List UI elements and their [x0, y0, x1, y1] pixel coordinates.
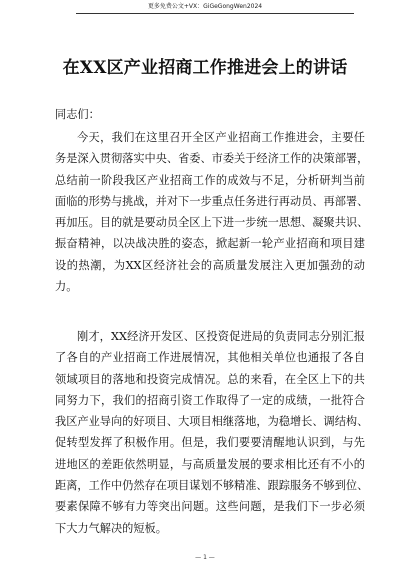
paragraph-line: 要素保障不够有力等突出问题。这些问题，是我们下一步必须 [55, 500, 365, 514]
paragraph-line: 振奋精神，以决战决胜的姿态，掀起新一轮产业招商和项目建 [55, 237, 365, 251]
paragraph [55, 326, 369, 539]
document-title: 在XX区产业招商工作推进会上的讲话 [62, 58, 348, 78]
paragraph-line: 务是深入贯彻落实中央、省委、市委关于经济工作的决策部署， [55, 152, 369, 166]
paragraph-line: 总结前一阶段我区产业招商工作的成效与不足，分析研判当前 [55, 173, 365, 187]
paragraph-line: 促转型发挥了积极作用。但是，我们要要清醒地认识到，与先 [55, 436, 365, 450]
paragraph-line: 面临的形势与挑战，并对下一步重点任务进行再动员、再部署、 [55, 194, 369, 208]
paragraph-line: 下大力气解决的短板。 [55, 521, 167, 535]
page-number: — 1 — [195, 554, 215, 561]
paragraph-line: 力。 [55, 280, 78, 294]
paragraph-line: 进地区的差距依然明显，与高质量发展的要求相比还有不小的 [55, 457, 365, 471]
paragraph-line: 了各自的产业招商工作进展情况，其他相关单位也通报了各自 [55, 351, 365, 365]
header-divider [76, 13, 354, 14]
salutation: 同志们： [55, 108, 100, 121]
paragraph-line: 距离，工作中仍然存在项目谋划不够精准、跟踪服务不够到位、 [55, 479, 369, 493]
paragraph-line: 今天，我们在这里召开全区产业招商工作推进会，主要任 [77, 131, 365, 144]
paragraph-line: 我区产业导向的好项目、大项目相继落地，为稳增长、调结构、 [55, 415, 369, 429]
paragraph-line: 再加压。目的就是要动员全区上下进一步统一思想、凝聚共识、 [55, 216, 369, 230]
header-note: 更多免费公文+VX：GiGeGongWen2024 [147, 3, 263, 10]
paragraph [55, 127, 369, 297]
paragraph-line: 领域项目的落地和投资完成情况。总的来看，在全区上下的共 [55, 372, 365, 386]
paragraph-line: 设的热潮，为XX区经济社会的高质量发展注入更加强劲的动 [55, 258, 365, 272]
paragraph-line: 刚才，XX经济开发区、区投资促进局的负责同志分别汇报 [77, 330, 365, 343]
paragraph-line: 同努力下，我们的招商引资工作取得了一定的成绩，一批符合 [55, 393, 365, 407]
